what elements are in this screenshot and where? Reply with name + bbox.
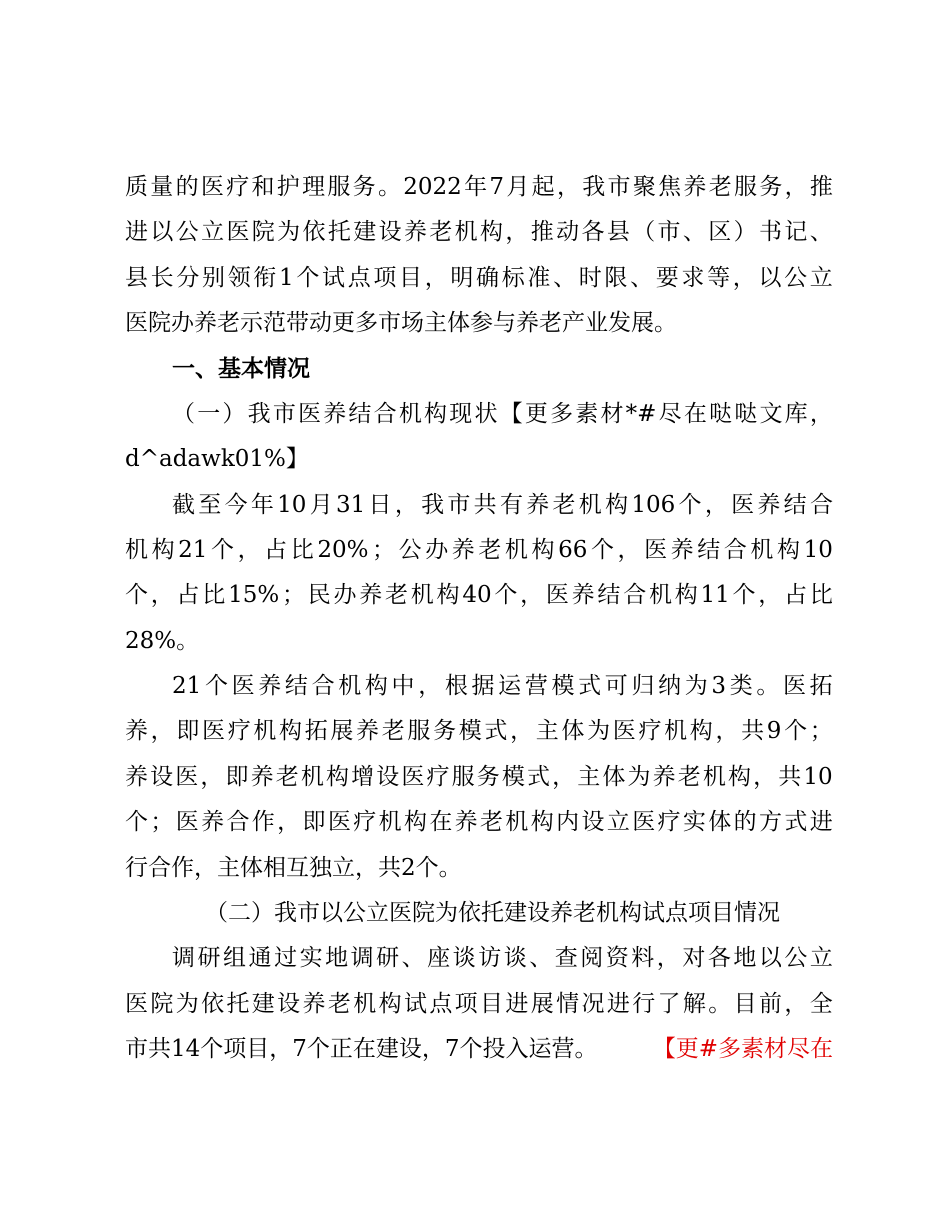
subsection-heading-1-cont: d^adawk01%】 — [125, 446, 309, 472]
body-line-16: 市共14个项目，7个正在建设，7个投入运营。 — [125, 1036, 598, 1062]
body-line-7: 个 ， 占 比 15% ； 民 办 养 老 机 构 40 个 ， 医 养 结 合 机 构 11 个 ， 占 比 — [125, 582, 833, 608]
body-line-9: 21 个 医 养 结 合 机 构 中 ， 根 据 运 营 模 式 可 归 纳 为 3 类 。 医 拓 — [172, 673, 833, 699]
body-line-3: 县 长 分 别 领 衔 1 个 试 点 项 目 ， 明 确 标 准 、 时 限 、 要 求 等 ， 以 公 立 — [125, 265, 833, 291]
subsection-heading-1: （ 一 ） 我 市 医 养 结 合 机 构 现 状 【 更 多 素 材 *# 尽 在 哒 哒 文 库 ， — [172, 401, 833, 427]
body-line-13: 行合作，主体相互独立，共2个。 — [125, 855, 462, 881]
body-line-8: 28%。 — [125, 628, 200, 654]
body-line-10: 养 ， 即 医 疗 机 构 拓 展 养 老 服 务 模 式 ， 主 体 为 医 疗 机 构 ， 共 9 个 ； — [125, 718, 833, 744]
body-line-11: 养 设 医 ， 即 养 老 机 构 增 设 医 疗 服 务 模 式 ， 主 体 为 养 老 机 构 ， 共 10 — [125, 764, 833, 790]
body-line-1: 质 量 的 医 疗 和 护 理 服 务 。 2022 年 7 月 起 ， 我 市 聚 焦 养 老 服 务 ， 推 — [125, 174, 833, 200]
body-line-5: 截 至 今 年 10 月 31 日 ， 我 市 共 有 养 老 机 构 106 个 ， 医 养 结 合 — [172, 492, 833, 518]
body-line-6: 机 构 21 个 ， 占 比 20% ； 公 办 养 老 机 构 66 个 ， 医 养 结 合 机 构 10 — [125, 537, 833, 563]
subsection-heading-2: （二）我市以公立医院为依托建设养老机构试点项目情况 — [205, 900, 780, 926]
body-line-2: 进 以 公 立 医 院 为 依 托 建 设 养 老 机 构 ， 推 动 各 县 （ 市 、 区 ） 书 记 、 — [125, 219, 833, 245]
body-line-12: 个 ； 医 养 合 作 ， 即 医 疗 机 构 在 养 老 机 构 内 设 立 医 疗 实 体 的 方 式 进 — [125, 809, 833, 835]
body-line-14: 调 研 组 通 过 实 地 调 研 、 座 谈 访 谈 、 查 阅 资 料 ， 对 各 地 以 公 立 — [172, 945, 833, 971]
body-line-15: 医 院 为 依 托 建 设 养 老 机 构 试 点 项 目 进 展 情 况 进 行 了 解 。 目 前 ， 全 — [125, 991, 833, 1017]
body-line-4: 医院办养老示范带动更多市场主体参与养老产业发展。 — [125, 310, 677, 336]
watermark-text: 【更#多素材尽在 — [652, 1036, 833, 1062]
section-heading: 一、基本情况 — [172, 356, 310, 382]
